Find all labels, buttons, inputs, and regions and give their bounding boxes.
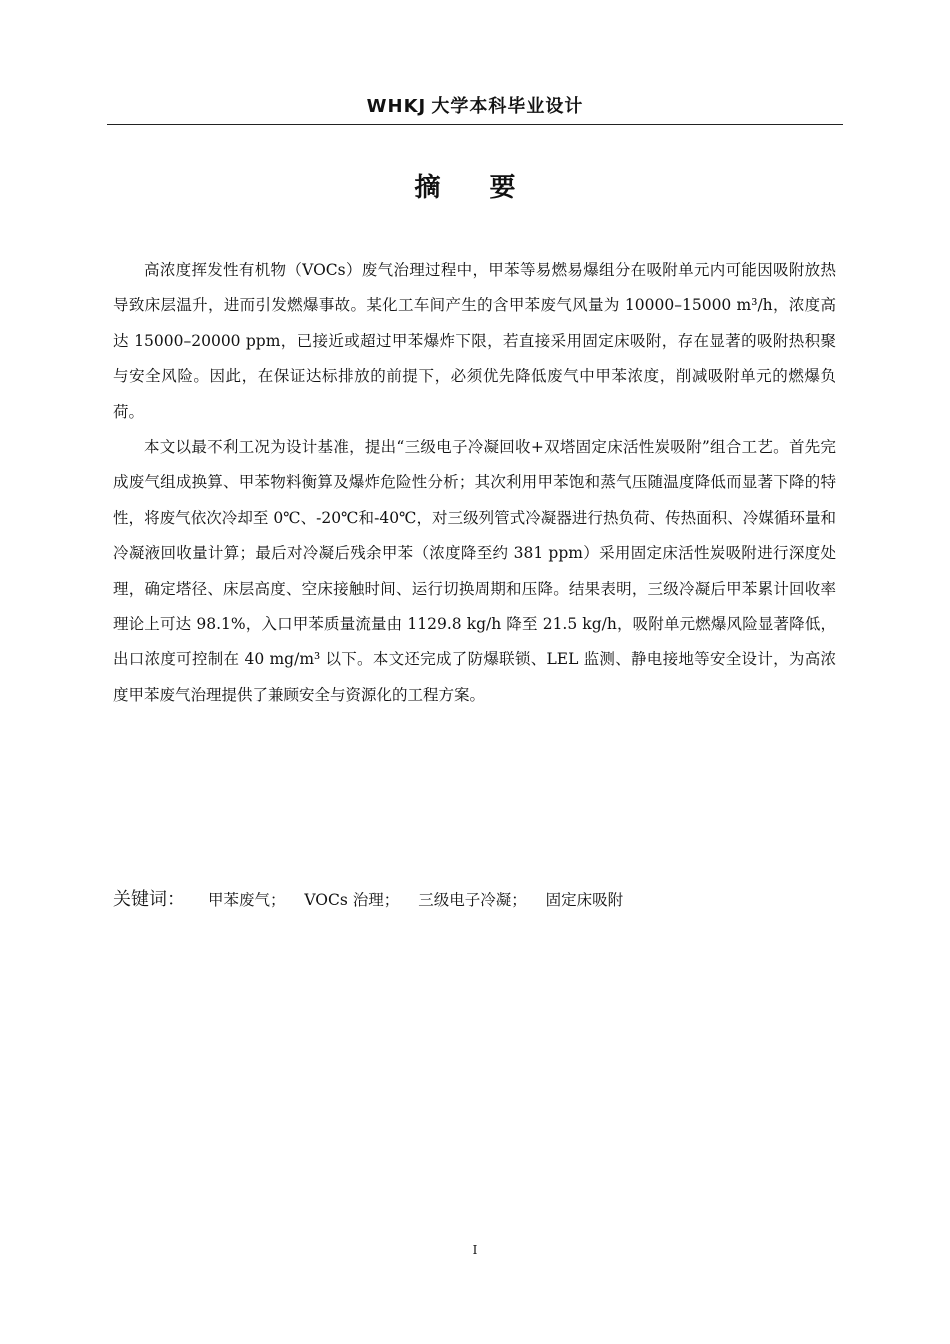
abstract-paragraph: 本文以最不利工况为设计基准，提出“三级电子冷凝回收+双塔固定床活性炭吸附”组合工艺。首先完成废气组成换算、甲苯物料衡算及爆炸危险性分析；其次利用甲苯饱和蒸气压随温度降低而显著下降的特性，将废气依次冷却至 0℃、-20℃和-40℃，对三级列管式冷凝器进行热负荷、传热面积、冷媒循环量和冷凝液回收量计算；最后对冷凝后残余甲苯（浓度降至约 381 ppm）采用固定床活性炭吸附进行深度处理，确定塔径、床层高度、空床接触时间、运行切换周期和压降。结果表明，三级冷凝后甲苯累计回收率理论上可达 98.1%，入口甲苯质量流量由 1129.8 kg/h 降至 21.5 kg/h，吸附单元燃爆风险显著降低，出口浓度可控制在 40 mg/m³ 以下。本文还完成了防爆联锁、LEL 监测、静电接地等安全设计，为高浓度甲苯废气治理提供了兼顾安全与资源化的工程方案。 [113, 438, 836, 704]
keyword-item: VOCs 治理； [304, 891, 400, 909]
keyword-item: 三级电子冷凝； [418, 891, 527, 909]
abstract-body [113, 253, 836, 713]
keyword-item: 甲苯废气； [207, 891, 286, 909]
abstract-heading: 摘 要 [414, 173, 536, 203]
keyword-item: 固定床吸附 [545, 891, 624, 909]
keywords-line [113, 884, 836, 916]
page-header [107, 94, 843, 125]
header-title: 大学本科毕业设计 [431, 96, 584, 117]
abstract-paragraph: 高浓度挥发性有机物（VOCs）废气治理过程中，甲苯等易燃易爆组分在吸附单元内可能因吸附放热导致床层温升，进而引发燃爆事故。某化工车间产生的含甲苯废气风量为 10000–15000 m³/h，浓度高达 15000–20000 ppm，已接近或超过甲苯爆炸下限，若直接采用固定床吸附，存在显著的吸附热积聚与安全风险。因此，在保证达标排放的前提下，必须优先降低废气中甲苯浓度，削减吸附单元的燃爆负荷。 [113, 261, 836, 421]
header-prefix: WHKJ [366, 96, 427, 117]
page-number: I [472, 1243, 478, 1257]
keywords-label: 关键词： [113, 889, 185, 910]
